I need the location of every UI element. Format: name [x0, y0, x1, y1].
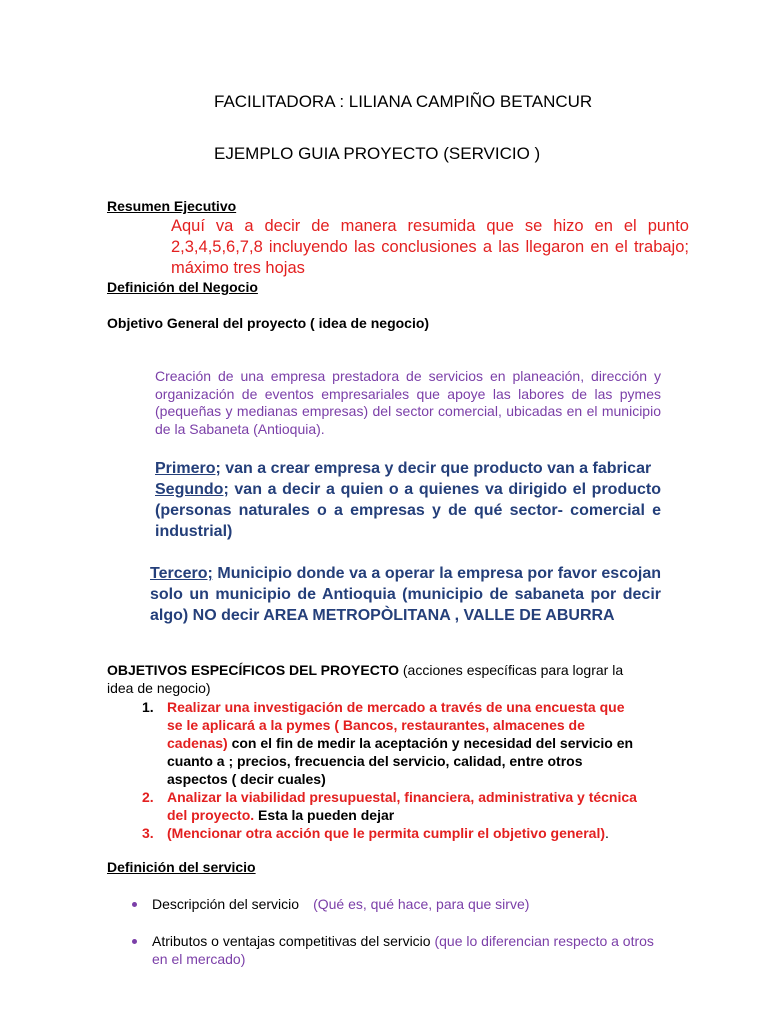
item-red-text: Realizar una investigación de mercado a través de una encuesta que se le aplicará a la pymes ( Bancos, restaurantes, almacenes de cadenas) — [167, 699, 625, 751]
objetivo-general-heading: Objetivo General del proyecto ( idea de negocio) — [107, 315, 430, 331]
primero-text: ; van a crear empresa y decir que producto van a fabricar — [215, 460, 652, 477]
item-black-text: Esta la pueden dejar — [254, 807, 395, 823]
objetivos-especificos-heading: OBJETIVOS ESPECÍFICOS DEL PROYECTO — [107, 662, 399, 678]
document-title: EJEMPLO GUIA PROYECTO (SERVICIO ) — [214, 144, 541, 163]
bullet-text: Descripción del servicio — [152, 896, 300, 912]
objetivos-especificos-list — [142, 698, 638, 842]
bullet-note: (que lo diferencian respecto a otros en el mercado) — [152, 933, 654, 967]
item-number: 2. — [142, 789, 154, 805]
primero-segundo-block — [155, 458, 661, 542]
segundo-text: ; van a decir a quien o a quienes va dirigido el producto (personas naturales o a empresas y de qué sector- comercial e industrial) — [155, 481, 661, 540]
bullet-note: (Qué es, qué hace, para que sirve) — [313, 896, 530, 912]
bullet-icon — [132, 939, 137, 944]
item-black-text: con el fin de medir la aceptación y necesidad del servicio en cuanto a ; precios, frecuencia del servicio, calidad, entre otros aspectos ( decir cuales) — [167, 735, 634, 787]
objetivos-especificos-heading-block — [107, 661, 627, 697]
definicion-negocio-heading: Definición del Negocio — [107, 279, 258, 295]
objetivos-especificos-note: (acciones específicas para lograr la idea de negocio) — [107, 662, 624, 696]
item-red-text: Analizar la viabilidad presupuestal, financiera, administrativa y técnica del proyecto. — [167, 789, 637, 823]
objetivo-general-text: Creación de una empresa prestadora de servicios en planeación, dirección y organización de eventos empresariales que apoye las labores de las pymes (pequeñas y medianas empresas) del sector comercial, ubicadas en el municipio de la Sabaneta (Antioquia). — [155, 368, 661, 437]
item-black-text: . — [605, 825, 609, 841]
list-item — [142, 788, 638, 824]
segundo-label: Segundo — [155, 481, 224, 498]
list-item — [152, 895, 652, 913]
tercero-text: Municipio donde va a operar la empresa por favor escojan solo un municipio de Antioquia (municipio de sabaneta por decir algo) NO decir AREA METROPÒLITANA , VALLE DE ABURRA — [150, 565, 661, 624]
resumen-body: Aquí va a decir de manera resumida que se hizo en el punto 2,3,4,5,6,7,8 incluyendo las conclusiones a las llegaron en el trabajo; máximo tres hojas — [171, 217, 689, 277]
item-number: 1. — [142, 699, 154, 715]
bullet-icon — [132, 902, 137, 907]
item-number: 3. — [142, 825, 154, 841]
list-item — [152, 932, 662, 968]
resumen-heading: Resumen Ejecutivo — [107, 198, 237, 214]
tercero-block — [150, 563, 661, 626]
item-red-text: (Mencionar otra acción que le permita cumplir el objetivo general) — [167, 825, 605, 841]
list-item — [142, 824, 638, 842]
primero-label: Primero — [155, 460, 216, 477]
bullet-text: Atributos o ventajas competitivas del servicio — [152, 933, 431, 949]
facilitadora-heading: FACILITADORA : LILIANA CAMPIÑO BETANCUR — [214, 92, 593, 111]
tercero-label: Tercero; — [150, 565, 213, 582]
definicion-servicio-heading: Definición del servicio — [107, 859, 256, 875]
list-item — [142, 698, 638, 788]
